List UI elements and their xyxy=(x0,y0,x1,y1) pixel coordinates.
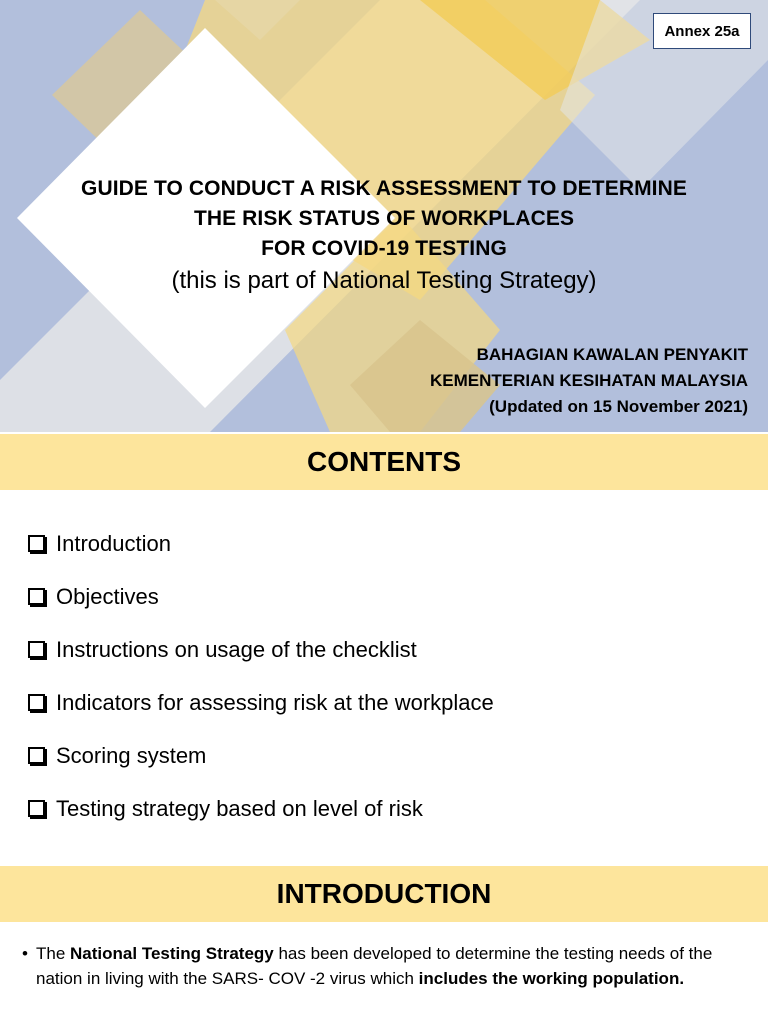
contents-heading: CONTENTS xyxy=(307,446,461,477)
list-item-label: Instructions on usage of the checklist xyxy=(56,636,417,662)
list-item-label: Objectives xyxy=(56,583,159,609)
checkbox-icon xyxy=(28,641,45,658)
list-item-label: Indicators for assessing risk at the workplace xyxy=(56,689,494,715)
bullet-icon: • xyxy=(22,944,28,963)
list-item xyxy=(28,729,494,782)
subtitle: (this is part of National Testing Strategy) xyxy=(171,267,597,294)
introduction-body xyxy=(36,941,752,991)
list-item xyxy=(28,517,494,570)
list-item xyxy=(28,623,494,676)
checkbox-icon xyxy=(28,535,45,552)
title-line-2: THE RISK STATUS OF WORKPLACES xyxy=(193,207,575,230)
contents-slide xyxy=(0,432,768,864)
intro-text-bold1: National Testing Strategy xyxy=(70,944,274,963)
intro-text-part1: The xyxy=(36,944,71,963)
list-item xyxy=(28,676,494,729)
introduction-slide xyxy=(0,864,768,1024)
title-line-1: GUIDE TO CONDUCT A RISK ASSESSMENT TO DETERMINE xyxy=(81,177,687,200)
list-item-label: Introduction xyxy=(56,530,171,556)
list-item-label: Scoring system xyxy=(56,742,207,768)
checkbox-icon xyxy=(28,588,45,605)
intro-text-part3: has been developed to determine the testing needs of the nation in living with the SARS- COV -2 virus which xyxy=(36,944,713,988)
list-item xyxy=(28,570,494,623)
title-line-3: FOR COVID-19 TESTING xyxy=(261,237,507,260)
list-item-label: Testing strategy based on level of risk xyxy=(56,795,423,821)
document-title xyxy=(0,174,768,298)
organization-info xyxy=(430,342,748,420)
contents-heading-band xyxy=(0,434,768,490)
org-line-1: BAHAGIAN KAWALAN PENYAKIT xyxy=(476,345,748,364)
checkbox-icon xyxy=(28,747,45,764)
introduction-paragraph xyxy=(22,941,752,991)
org-line-2: KEMENTERIAN KESIHATAN MALAYSIA xyxy=(430,371,748,390)
annex-label: Annex 25a xyxy=(653,13,751,49)
intro-text-bold2: includes the working population. xyxy=(418,969,685,988)
introduction-heading-band xyxy=(0,866,768,922)
title-slide xyxy=(0,0,768,432)
list-item xyxy=(28,782,494,835)
contents-list xyxy=(28,517,494,835)
checkbox-icon xyxy=(28,694,45,711)
checkbox-icon xyxy=(28,800,45,817)
updated-date: (Updated on 15 November 2021) xyxy=(489,397,748,416)
introduction-heading: INTRODUCTION xyxy=(276,878,492,909)
